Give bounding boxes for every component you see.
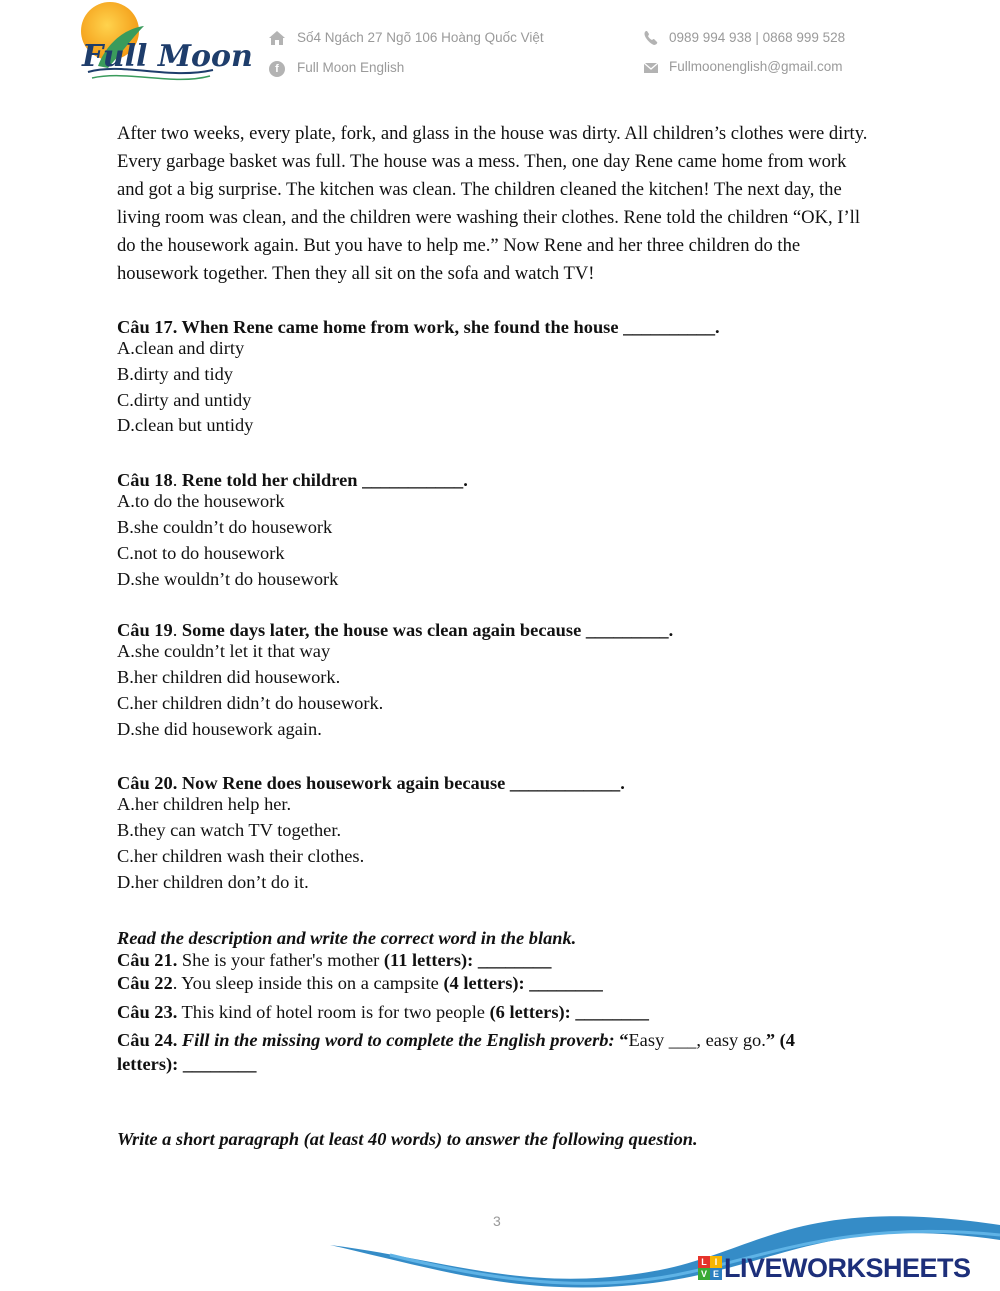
option[interactable]: B.dirty and tidy (117, 364, 233, 384)
badge-letter: I (710, 1256, 722, 1268)
option[interactable]: A.her children help her. (117, 794, 292, 814)
vocab-instruction: Read the description and write the correct word in the blank. (117, 928, 577, 948)
question-text: Now Rene does housework again because ____________. (177, 773, 625, 793)
liveworksheets-badge (698, 1256, 722, 1280)
badge-letter: E (710, 1268, 722, 1280)
question-text: Rene told her children ___________. (177, 470, 468, 490)
badge-letter: L (698, 1256, 710, 1268)
option[interactable]: B.they can watch TV together. (117, 820, 342, 840)
question-23 (117, 1000, 649, 1024)
header-facebook: Full Moon English (297, 60, 405, 75)
option[interactable]: D.clean but untidy (117, 415, 254, 435)
question-text: When Rene came home from work, she found the house __________. (177, 317, 720, 337)
question-text: . You sleep inside this on a campsite (172, 973, 444, 993)
option[interactable]: A.clean and dirty (117, 338, 245, 358)
option[interactable]: A.to do the housework (117, 491, 285, 511)
facebook-icon: f (269, 61, 285, 77)
phone-icon (642, 29, 660, 47)
answer-blank[interactable]: (4 letters): ________ (443, 973, 603, 993)
question-label: Câu 19 (117, 620, 173, 640)
option[interactable]: A.she couldn’t let it that way (117, 641, 331, 661)
full-moon-logo-graphic (78, 0, 253, 92)
header-email: Fullmoonenglish@gmail.com (669, 59, 843, 74)
option[interactable]: D.she wouldn’t do housework (117, 569, 339, 589)
question-label: Câu 24. (117, 1030, 178, 1050)
liveworksheets-brand: LIVEWORKSHEETS (724, 1253, 971, 1283)
question-sep: . (172, 470, 178, 490)
quote-open: “ (619, 1030, 629, 1050)
logo-text: Full Moon (82, 39, 253, 74)
badge-letter: V (698, 1268, 710, 1280)
mail-icon (642, 59, 660, 77)
option[interactable]: D.her children don’t do it. (117, 872, 309, 892)
question-text: She is your father's mother (177, 950, 384, 970)
question-text: Some days later, the house was clean again because _________. (177, 620, 674, 640)
story-paragraph: After two weeks, every plate, fork, and glass in the house was dirty. All children’s clothes were dirty. Every garbage basket was full. The house was a mess. Then, one day Rene came home from work and got a big surprise. The kitchen was clean. The children cleaned the kitchen! The next day, the living room was clean, and the children were washing their clothes. Rene told the children “OK, I’ll do the housework again. But you have to help me.” Now Rene and her three children do the housework together. Then they all sit on the sofa and watch TV! (117, 123, 868, 284)
question-sep: . (172, 620, 178, 640)
writing-instruction: Write a short paragraph (at least 40 words) to answer the following question. (117, 1129, 698, 1149)
question-label: Câu 18 (117, 470, 173, 490)
question-label: Câu 22 (117, 973, 173, 993)
question-instruction: Fill in the missing word to complete the English proverb: (177, 1030, 620, 1050)
answer-blank[interactable]: (6 letters): ________ (489, 1002, 649, 1022)
question-text: This kind of hotel room is for two people (177, 1002, 490, 1022)
option[interactable]: C.dirty and untidy (117, 390, 252, 410)
question-label: Câu 23. (117, 1002, 178, 1022)
question-22 (117, 971, 603, 995)
question-label: Câu 21. (117, 950, 178, 970)
home-icon (268, 29, 286, 47)
answer-blank[interactable]: letters): ________ (117, 1054, 257, 1074)
question-label: Câu 20. (117, 773, 178, 793)
option[interactable]: D.she did housework again. (117, 719, 322, 739)
question-21 (117, 948, 551, 972)
full-moon-logo (78, 0, 253, 92)
proverb-text: Easy ___, easy go. (628, 1030, 766, 1050)
option[interactable]: B.she couldn’t do housework (117, 517, 333, 537)
option[interactable]: C.her children wash their clothes. (117, 846, 365, 866)
quote-close: ” (4 (765, 1030, 795, 1050)
question-label: Câu 17. (117, 317, 178, 337)
header-phone: 0989 994 938 | 0868 999 528 (669, 30, 846, 45)
answer-blank[interactable]: (11 letters): ________ (383, 950, 552, 970)
option[interactable]: C.not to do housework (117, 543, 285, 563)
question-24 (117, 1028, 795, 1052)
page-number: 3 (493, 1213, 501, 1229)
header-address: Số4 Ngách 27 Ngõ 106 Hoàng Quốc Việt (297, 30, 544, 45)
option[interactable]: C.her children didn’t do housework. (117, 693, 384, 713)
option[interactable]: B.her children did housework. (117, 667, 341, 687)
